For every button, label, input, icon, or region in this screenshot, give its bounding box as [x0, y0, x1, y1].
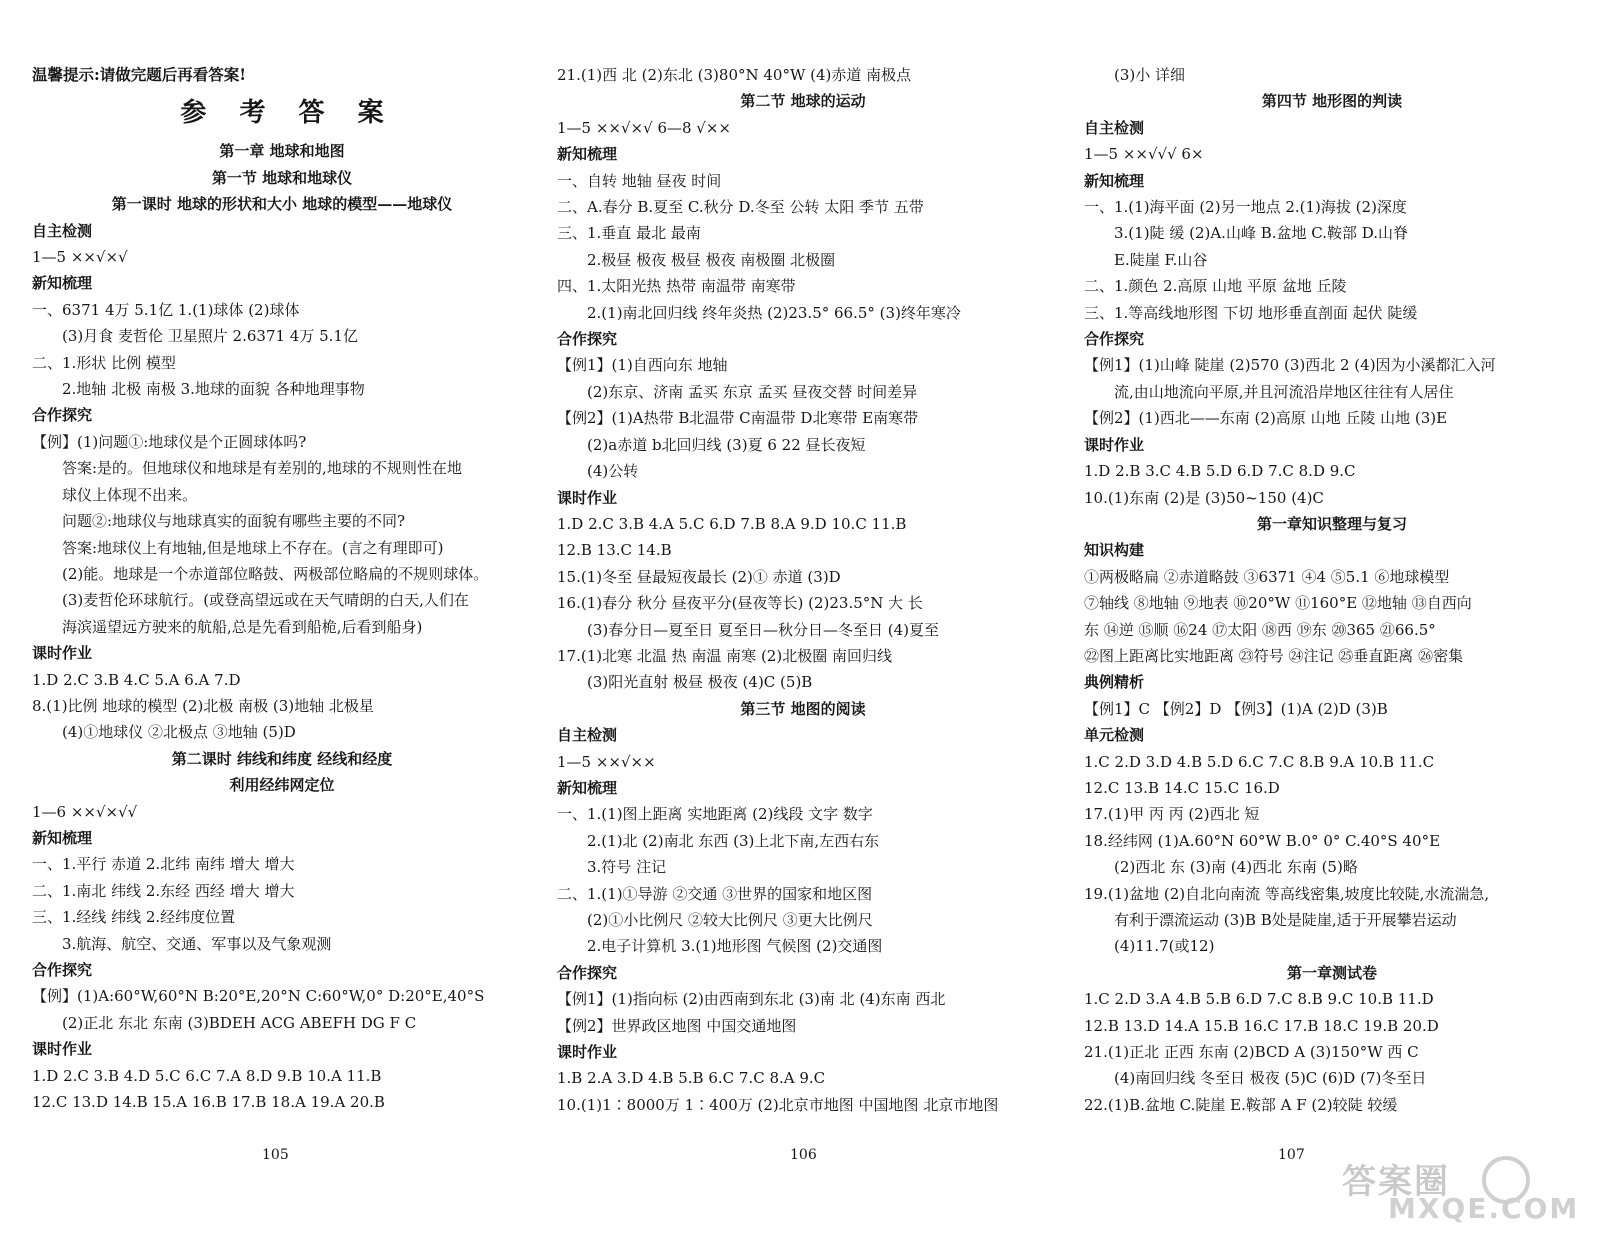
answer-line: 答案:地球仪上有地轴,但是地球上不存在。(言之有理即可) — [62, 538, 444, 557]
answer-line: 10.(1)东南 (2)是 (3)50~150 (4)C — [1084, 488, 1324, 507]
subsection-heading: 新知梳理 — [32, 828, 93, 847]
subsection-heading: 自主检测 — [557, 726, 618, 745]
answer-line: 【例2】(1)西北——东南 (2)高原 山地 丘陵 山地 (3)E — [1084, 409, 1448, 428]
answer-line: 一、1.(1)海平面 (2)另一地点 2.(1)海拔 (2)深度 — [1084, 198, 1407, 217]
answer-line: (3)春分日—夏至日 夏至日—秋分日—冬至日 (4)夏至 — [587, 620, 940, 639]
answer-line: 【例】(1)A:60°W,60°N B:20°E,20°N C:60°W,0° D:20°E,40°S — [32, 987, 485, 1006]
answer-line: 3.航海、航空、交通、军事以及气象观测 — [62, 934, 332, 953]
answer-line: (4)公转 — [587, 462, 639, 481]
column-page-105 — [32, 62, 532, 1115]
subsection-heading: 自主检测 — [1084, 118, 1145, 137]
answer-line: 16.(1)春分 秋分 昼夜平分(昼夜等长) (2)23.5°N 大 长 — [557, 594, 923, 613]
answer-line: 1—5 ××√×√ — [32, 248, 128, 267]
answer-line: 【例2】(1)A热带 B北温带 C南温带 D北寒带 E南寒带 — [557, 409, 919, 428]
answer-line: E.陡崖 F.山谷 — [1114, 250, 1208, 269]
section-heading: 第四节 地形图的判读 — [1261, 92, 1403, 111]
page-number-right: 107 — [1278, 1147, 1305, 1163]
answer-line: 【例2】世界政区地图 中国交通地图 — [557, 1016, 797, 1035]
answer-line: 【例】(1)问题①:地球仪是个正圆球体吗? — [32, 432, 307, 451]
answer-line: 12.B 13.C 14.B — [557, 541, 672, 560]
answer-line: 答案:是的。但地球仪和地球是有差别的,地球的不规则性在地 — [62, 459, 462, 478]
answer-line: 12.C 13.B 14.C 15.C 16.D — [1084, 778, 1280, 797]
section-heading: 第一章知识整理与复习 — [1256, 514, 1407, 533]
page-number-left: 105 — [262, 1147, 289, 1163]
subsection-heading: 课时作业 — [1084, 435, 1145, 454]
section-heading: 第一节 地球和地球仪 — [211, 168, 353, 187]
subsection-heading: 新知梳理 — [557, 145, 618, 164]
answer-line: 3.符号 注记 — [587, 858, 667, 877]
answer-line: 1.B 2.A 3.D 4.B 5.B 6.C 7.C 8.A 9.C — [557, 1069, 826, 1088]
answer-line: (3)麦哲伦环球航行。(或登高望远或在天气晴朗的白天,人们在 — [62, 591, 469, 610]
answer-line: 【例1】C 【例2】D 【例3】(1)A (2)D (3)B — [1084, 699, 1388, 718]
answer-line: ①两极略扁 ②赤道略鼓 ③6371 ④4 ⑤5.1 ⑥地球模型 — [1084, 567, 1450, 586]
subsection-heading: 合作探究 — [32, 406, 93, 425]
subsection-heading: 自主检测 — [32, 221, 93, 240]
subsection-heading: 课时作业 — [32, 644, 93, 663]
answer-line: 三、1.等高线地形图 下切 地形垂直剖面 起伏 陡缓 — [1084, 303, 1418, 322]
section-heading: 第三节 地图的阅读 — [740, 699, 866, 718]
answer-line: 二、1.颜色 2.高原 山地 平原 盆地 丘陵 — [1084, 277, 1347, 296]
answer-line: (2)西北 东 (3)南 (4)西北 东南 (5)略 — [1114, 858, 1358, 877]
answer-line: (2)正北 东北 东南 (3)BDEH ACG ABEFH DG F C — [62, 1013, 417, 1032]
section-heading: 利用经纬网定位 — [229, 776, 335, 795]
answer-line: 1.D 2.B 3.C 4.B 5.D 6.D 7.C 8.D 9.C — [1084, 462, 1356, 481]
answer-line: 球仪上体现不出来。 — [62, 485, 198, 504]
subsection-heading: 课时作业 — [557, 1043, 618, 1062]
watermark-cn: 答案圈 — [1342, 1162, 1450, 1202]
answer-line: 一、1.平行 赤道 2.北纬 南纬 增大 增大 — [32, 855, 295, 874]
subsection-heading: 新知梳理 — [557, 778, 618, 797]
subsection-heading: 合作探究 — [32, 961, 93, 979]
answer-line: 1.C 2.D 3.D 4.B 5.D 6.C 7.C 8.B 9.A 10.B 11.C — [1084, 752, 1435, 771]
answer-line: 二、1.形状 比例 模型 — [32, 353, 176, 372]
answer-line: 1—5 ××√×× — [557, 752, 656, 771]
answer-line: 三、1.垂直 最北 最南 — [557, 224, 701, 243]
subsection-heading: 知识构建 — [1084, 541, 1145, 560]
answer-line: 东 ⑭逆 ⑮顺 ⑯24 ⑰太阳 ⑱西 ⑲东 ⑳365 ㉑66.5° — [1084, 620, 1436, 639]
answer-line: ⑦轴线 ⑧地轴 ⑨地表 ⑩20°W ⑪160°E ⑫地轴 ⑬自西向 — [1084, 594, 1472, 613]
answer-line: 22.(1)B.盆地 C.陡崖 E.鞍部 A F (2)较陡 较缓 — [1084, 1095, 1398, 1114]
answer-line: 二、A.春分 B.夏至 C.秋分 D.冬至 公转 太阳 季节 五带 — [557, 198, 924, 217]
watermark-en: MXQE.COM — [1388, 1192, 1580, 1225]
answer-line: 三、1.经线 纬线 2.经纬度位置 — [32, 908, 236, 927]
subsection-heading: 课时作业 — [557, 488, 618, 507]
section-heading: 第二课时 纬线和纬度 经线和经度 — [171, 749, 393, 768]
answer-line: 一、自转 地轴 昼夜 时间 — [557, 171, 722, 190]
answer-line: 18.经纬网 (1)A.60°N 60°W B.0° 0° C.40°S 40°E — [1084, 831, 1441, 850]
answer-line: 【例1】(1)山峰 陡崖 (2)570 (3)西北 2 (4)因为小溪都汇入河 — [1084, 356, 1496, 375]
subsection-heading: 课时作业 — [32, 1040, 93, 1059]
answer-line: 1.D 2.C 3.B 4.C 5.A 6.A 7.D — [32, 670, 241, 689]
answer-line: 1—6 ××√×√√ — [32, 802, 138, 821]
answer-line: (4)南回归线 冬至日 极夜 (5)C (6)D (7)冬至日 — [1114, 1069, 1427, 1088]
answer-line: 二、1.南北 纬线 2.东经 西经 增大 增大 — [32, 881, 295, 900]
subsection-heading: 合作探究 — [557, 963, 618, 982]
answer-line: 1.D 2.C 3.B 4.A 5.C 6.D 7.B 8.A 9.D 10.C 11.B — [557, 514, 907, 533]
answer-line: (3)阳光直射 极昼 极夜 (4)C (5)B — [587, 673, 813, 692]
column-page-106 — [557, 62, 1049, 1118]
answer-line: ㉒图上距离比实地距离 ㉓符号 ㉔注记 ㉕垂直距离 ㉖密集 — [1084, 646, 1464, 665]
answer-line: 1.D 2.C 3.B 4.D 5.C 6.C 7.A 8.D 9.B 10.A 11.B — [32, 1066, 382, 1085]
answer-line: 21.(1)西 北 (2)东北 (3)80°N 40°W (4)赤道 南极点 — [557, 66, 912, 84]
subsection-heading: 新知梳理 — [32, 274, 93, 293]
section-heading: 第一章 地球和地图 — [219, 142, 345, 161]
answer-line: 15.(1)冬至 昼最短夜最长 (2)① 赤道 (3)D — [557, 567, 841, 586]
answer-line: 【例1】(1)指向标 (2)由西南到东北 (3)南 北 (4)东南 西北 — [557, 990, 946, 1009]
answer-line: 12.B 13.D 14.A 15.B 16.C 17.B 18.C 19.B 20.D — [1084, 1016, 1439, 1035]
answer-line: 12.C 13.D 14.B 15.A 16.B 17.B 18.A 19.A 20.B — [32, 1093, 385, 1112]
answer-line: 一、1.(1)图上距离 实地距离 (2)线段 文字 数字 — [557, 805, 873, 824]
answer-line: (2)①小比例尺 ②较大比例尺 ③更大比例尺 — [587, 911, 873, 929]
answer-line: 2.电子计算机 3.(1)地形图 气候图 (2)交通图 — [587, 937, 883, 956]
answer-line: (2)a赤道 b北回归线 (3)夏 6 22 昼长夜短 — [587, 435, 866, 454]
answer-line: 1—5 ××√√√ 6× — [1084, 145, 1204, 164]
answer-line: 3.(1)陡 缓 (2)A.山峰 B.盆地 C.鞍部 D.山脊 — [1114, 224, 1409, 243]
answer-line: 17.(1)甲 丙 丙 (2)西北 短 — [1084, 805, 1260, 824]
subsection-heading: 新知梳理 — [1084, 171, 1145, 190]
answer-line: 2.(1)北 (2)南北 东西 (3)上北下南,左西右东 — [587, 831, 880, 850]
answer-line: (4)①地球仪 ②北极点 ③地轴 (5)D — [62, 723, 296, 742]
subsection-heading: 典例精析 — [1084, 673, 1145, 692]
answer-line: 一、6371 4万 5.1亿 1.(1)球体 (2)球体 — [32, 300, 300, 319]
subsection-heading: 合作探究 — [1084, 330, 1145, 349]
answer-line: 二、1.(1)①导游 ②交通 ③世界的国家和地区图 — [557, 884, 873, 903]
answer-line: 四、1.太阳光热 热带 南温带 南寒带 — [557, 277, 796, 296]
answer-line: 有利于漂流运动 (3)B B处是陡崖,适于开展攀岩运动 — [1114, 911, 1457, 929]
answer-line: 1—5 ××√×√ 6—8 √×× — [557, 118, 731, 137]
answer-line: 2.(1)南北回归线 终年炎热 (2)23.5° 66.5° (3)终年寒冷 — [587, 303, 961, 322]
answer-line: (3)小 详细 — [1114, 66, 1186, 84]
answer-line: 海滨遥望远方驶来的航船,总是先看到船桅,后看到船身) — [62, 617, 423, 636]
section-heading: 第二节 地球的运动 — [740, 92, 866, 111]
answer-line: 21.(1)正北 正西 东南 (2)BCD A (3)150°W 西 C — [1084, 1043, 1419, 1062]
answer-line: 10.(1)1∶8000万 1∶400万 (2)北京市地图 中国地图 北京市地图 — [557, 1095, 999, 1114]
section-heading: 第一课时 地球的形状和大小 地球的模型——地球仪 — [111, 195, 453, 214]
subsection-heading: 合作探究 — [557, 330, 618, 349]
page-title: 参 考 答 案 — [180, 98, 396, 129]
answer-line: (3)月食 麦哲伦 卫星照片 2.6371 4万 5.1亿 — [62, 327, 358, 346]
answer-line: 2.极昼 极夜 极昼 极夜 南极圈 北极圈 — [587, 250, 836, 269]
answer-line: 2.地轴 北极 南极 3.地球的面貌 各种地理事物 — [62, 380, 365, 399]
answer-line: (4)11.7(或12) — [1114, 937, 1215, 956]
answer-line: (2)东京、济南 孟买 东京 孟买 昼夜交替 时间差异 — [587, 382, 918, 401]
answer-line: 17.(1)北寒 北温 热 南温 南寒 (2)北极圈 南回归线 — [557, 646, 892, 665]
answer-line: 19.(1)盆地 (2)自北向南流 等高线密集,坡度比较陡,水流湍急, — [1084, 884, 1490, 903]
answer-line: (2)能。地球是一个赤道部位略鼓、两极部位略扁的不规则球体。 — [62, 564, 489, 583]
answer-line: 问题②:地球仪与地球真实的面貌有哪些主要的不同? — [62, 512, 406, 531]
subsection-heading: 单元检测 — [1084, 726, 1145, 745]
watermark-logo — [1332, 1152, 1580, 1226]
page-number-middle: 106 — [790, 1147, 817, 1163]
column-page-107 — [1084, 62, 1580, 1118]
answer-line: 流,由山地流向平原,并且河流沿岸地区往往有人居住 — [1114, 382, 1454, 401]
section-heading: 第一章测试卷 — [1286, 963, 1377, 982]
answer-line: 1.C 2.D 3.A 4.B 5.B 6.D 7.C 8.B 9.C 10.B 11.D — [1084, 990, 1434, 1009]
notice-text: 温馨提示:请做完题后再看答案! — [32, 65, 247, 84]
answer-line: 8.(1)比例 地球的模型 (2)北极 南极 (3)地轴 北极星 — [32, 696, 374, 715]
answer-line: 【例1】(1)自西向东 地轴 — [557, 356, 728, 375]
